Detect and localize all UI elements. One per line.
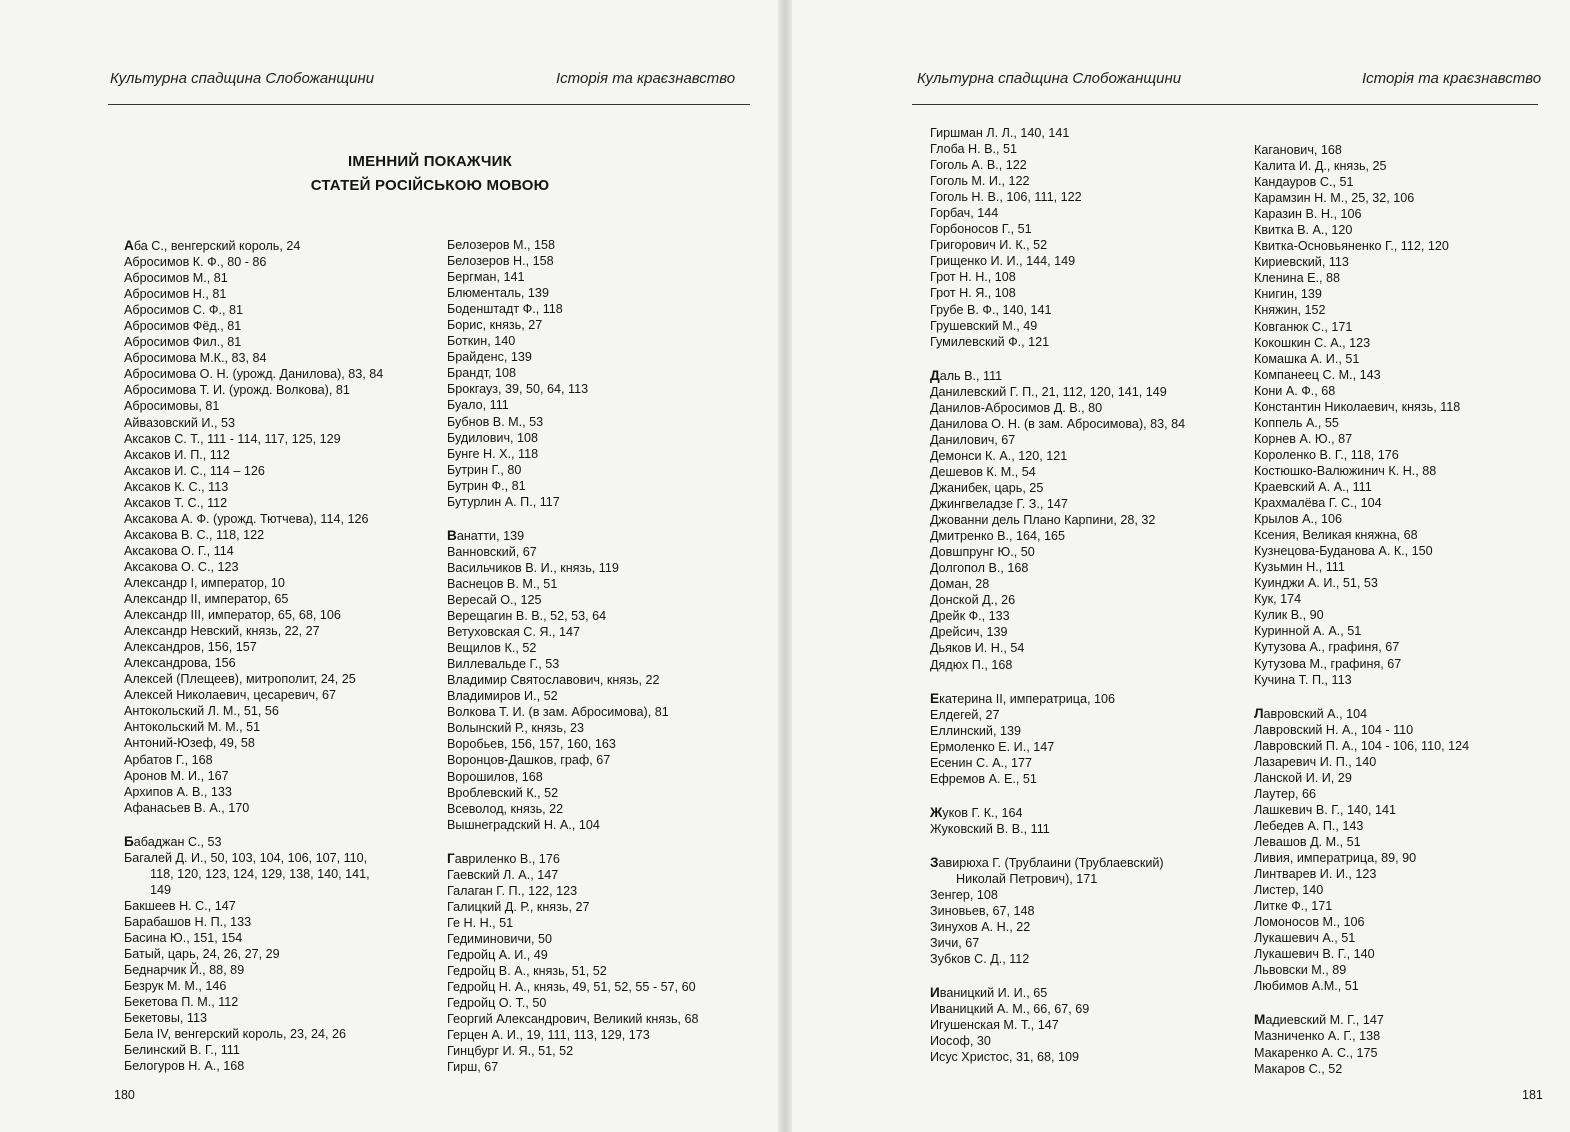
index-entry: Ванновский, 67: [447, 544, 537, 559]
index-entry: Кириевский, 113: [1254, 255, 1349, 270]
index-entry: Линтварев И. И., 123: [1254, 867, 1377, 882]
index-entry: Долгопол В., 168: [930, 561, 1029, 576]
index-entry: Гедройц В. А., князь, 51, 52: [447, 964, 607, 979]
index-entry: Джованни дель Плано Карпини, 28, 32: [930, 513, 1156, 528]
index-entry: Довшпрунг Ю., 50: [930, 545, 1035, 560]
letter-group-gap: [930, 787, 1245, 805]
index-entry: Гедройц Н. А., князь, 49, 51, 52, 55 - 57, 60: [447, 980, 696, 995]
index-entry: Александров, 156, 157: [124, 640, 257, 655]
index-entry: Кокошкин С. А., 123: [1254, 335, 1371, 350]
index-entry: Дрейсич, 139: [930, 625, 1008, 640]
index-entry: Ветуховская С. Я., 147: [447, 625, 581, 640]
index-entry: Вышнеградский Н. А., 104: [447, 817, 600, 832]
index-entry: Куринной А. А., 51: [1254, 624, 1362, 639]
right-header-rule: [912, 104, 1538, 105]
index-entry: Кандауров С., 51: [1254, 175, 1354, 190]
index-entry: Лавровский А., 104: [1254, 705, 1368, 721]
index-entry: Галаган Г. П., 122, 123: [447, 883, 578, 898]
index-entry: Будилович, 108: [447, 430, 539, 445]
index-entry: Аксакова А. Ф. (урожд. Тютчева), 114, 126: [124, 511, 369, 526]
index-entry: Данилевский Г. П., 21, 112, 120, 141, 149: [930, 384, 1167, 399]
index-entry: Белозеров Н., 158: [447, 254, 554, 269]
index-entry: Афанасьев В. А., 170: [124, 800, 250, 815]
index-entry: Гумилевский Ф., 121: [930, 334, 1050, 349]
index-entry: Бунге Н. Х., 118: [447, 446, 539, 461]
index-entry: Гиршман Л. Л., 140, 141: [930, 126, 1070, 140]
right-running-section: Історія та краєзнавство: [1362, 70, 1542, 87]
index-title-line2: СТАТЕЙ РОСІЙСЬКОЮ МОВОЮ: [310, 177, 550, 194]
index-entry: Аксаков С. Т., 111 - 114, 117, 125, 129: [124, 431, 341, 446]
index-entry: Мадиевский М. Г., 147: [1254, 1012, 1384, 1028]
index-entry: Кленина Е., 88: [1254, 271, 1341, 286]
index-entry: Абросимовы, 81: [124, 399, 220, 414]
index-entry: Аронов М. И., 167: [124, 768, 229, 783]
index-entry: Княжин, 152: [1254, 303, 1326, 318]
left-running-title: Культурна спадщина Слобожанщини: [110, 70, 375, 87]
index-entry: Константин Николаевич, князь, 118: [1254, 399, 1461, 414]
index-entry: Брайденс, 139: [447, 350, 532, 365]
index-entry: Борис, князь, 27: [447, 318, 543, 333]
index-entry: Бутрин Г., 80: [447, 462, 522, 477]
index-entry: Данилович, 67: [930, 432, 1016, 447]
index-entry: Алексей Николаевич, цесаревич, 67: [124, 688, 337, 703]
index-entry: Абросимова Т. И. (урожд. Волкова), 81: [124, 383, 350, 398]
index-entry: Лукашевич В. Г., 140: [1254, 947, 1375, 962]
index-entry: Глоба Н. В., 51: [930, 142, 1018, 157]
index-entry: Лавровский Н. А., 104 - 110: [1254, 722, 1414, 737]
index-entry: Арбатов Г., 168: [124, 752, 213, 767]
index-entry: Каразин В. Н., 106: [1254, 207, 1362, 222]
index-entry: Корнев А. Ю., 87: [1254, 431, 1353, 446]
index-entry: Всеволод, князь, 22: [447, 801, 564, 816]
index-entry: Еллинский, 139: [930, 723, 1021, 738]
index-entry: Дьяков И. Н., 54: [930, 641, 1025, 656]
index-entry: Волынский Р., князь, 23: [447, 721, 584, 736]
index-entry: Антокольский М. М., 51: [124, 720, 261, 735]
index-entry: Зенгер, 108: [930, 888, 998, 903]
index-entry: Зичи, 67: [930, 936, 980, 951]
index-entry: Антоний-Юзеф, 49, 58: [124, 736, 255, 751]
index-column-4: [1254, 142, 1564, 1077]
index-entry: Иософ, 30: [930, 1034, 991, 1049]
index-entry: Джингвеладзе Г. З., 147: [930, 497, 1068, 512]
index-entry: Бела IV, венгерский король, 23, 24, 26: [124, 1027, 346, 1042]
index-entry: Гавриленко В., 176: [447, 850, 560, 866]
index-entry: Гедройц О. Т., 50: [447, 996, 547, 1011]
index-entry: Костюшко-Валюжинич К. Н., 88: [1254, 463, 1437, 478]
index-entry: Даль В., 111: [930, 367, 1003, 383]
index-entry: Ванатти, 139: [447, 527, 525, 543]
index-entry: Николай Петрович), 171: [956, 871, 1098, 886]
index-entry: Абросимов Фил., 81: [124, 335, 242, 350]
index-entry: Бекетовы, 113: [124, 1011, 207, 1026]
index-entry: Квитка В. А., 120: [1254, 223, 1353, 238]
index-entry: Мазниченко А. Г., 138: [1254, 1029, 1381, 1044]
index-entry: Комашка А. И., 51: [1254, 351, 1360, 366]
letter-group-gap: [447, 833, 767, 851]
index-entry: Аба С., венгерский король, 24: [124, 238, 301, 253]
index-entry: Кук, 174: [1254, 592, 1302, 607]
index-entry: Абросимов К. Ф., 80 - 86: [124, 255, 267, 270]
index-entry: Игушенская М. Т., 147: [930, 1018, 1059, 1033]
index-entry: Галицкий Д. Р., князь, 27: [447, 899, 590, 914]
index-entry: Джанибек, царь, 25: [930, 480, 1044, 495]
letter-group-gap: [930, 350, 1245, 368]
index-entry: Лаутер, 66: [1254, 786, 1317, 801]
index-entry: Волкова Т. И. (в зам. Абросимова), 81: [447, 705, 669, 720]
index-entry: Абросимова М.К., 83, 84: [124, 351, 267, 366]
index-entry: Блюменталь, 139: [447, 286, 549, 301]
index-entry: Данилова О. Н. (в зам. Абросимова), 83, 84: [930, 416, 1186, 431]
index-entry: Вроблевский К., 52: [447, 785, 559, 800]
index-entry: Ворошилов, 168: [447, 769, 543, 784]
index-entry: Ксения, Великая княжна, 68: [1254, 528, 1418, 543]
index-column-2: [447, 237, 767, 1075]
index-entry: Грищенко И. И., 144, 149: [930, 254, 1076, 269]
index-entry: Компанеец С. М., 143: [1254, 367, 1381, 382]
index-entry: Донской Д., 26: [930, 593, 1016, 608]
index-entry: Брокгауз, 39, 50, 64, 113: [447, 382, 589, 397]
index-entry: Карамзин Н. М., 25, 32, 106: [1254, 191, 1415, 206]
letter-group-gap: [930, 837, 1245, 855]
index-entry: Макаров С., 52: [1254, 1061, 1343, 1076]
index-entry: Квитка-Основьяненко Г., 112, 120: [1254, 239, 1449, 254]
index-entry: Завирюха Г. (Трублаини (Трублаевский): [930, 854, 1164, 870]
index-entry: Бутурлин А. П., 117: [447, 494, 560, 509]
index-entry: Каганович, 168: [1254, 143, 1342, 157]
index-entry: Безрук М. М., 146: [124, 979, 227, 994]
index-entry: Буало, 111: [447, 398, 509, 413]
right-page: [792, 0, 1570, 1132]
index-entry: Александр III, император, 65, 68, 106: [124, 608, 341, 623]
index-entry: Аксаков К. С., 113: [124, 479, 229, 494]
index-entry: Дрейк Ф., 133: [930, 609, 1010, 624]
index-entry: Боткин, 140: [447, 334, 516, 349]
index-entry: Воробьев, 156, 157, 160, 163: [447, 737, 616, 752]
index-entry: Ланской И. И, 29: [1254, 770, 1352, 785]
index-entry: Бубнов В. М., 53: [447, 414, 544, 429]
letter-group-gap: [1254, 688, 1564, 706]
index-entry: Гаевский Л. А., 147: [447, 867, 559, 882]
index-title-line1: ІМЕННИЙ ПОКАЖЧИК: [348, 153, 512, 170]
index-entry: Зубков С. Д., 112: [930, 952, 1030, 967]
index-entry: Виллевальде Г., 53: [447, 657, 560, 672]
index-entry: Левашов Д. М., 51: [1254, 834, 1361, 849]
index-entry: Георгий Александрович, Великий князь, 68: [447, 1012, 699, 1027]
index-entry: Грубе В. Ф., 140, 141: [930, 302, 1052, 317]
index-entry: Грот Н. Н., 108: [930, 270, 1016, 285]
index-entry: Короленко В. Г., 118, 176: [1254, 447, 1399, 462]
index-entry: Ковганюк С., 171: [1254, 319, 1353, 334]
index-entry: Лашкевич В. Г., 140, 141: [1254, 802, 1397, 817]
index-entry: Лазаревич И. П., 140: [1254, 754, 1377, 769]
index-entry: Гоголь М. И., 122: [930, 174, 1030, 189]
index-entry: Аксакова О. Г., 114: [124, 543, 234, 558]
bleed-through-text: [802, 120, 922, 1070]
index-entry: Архипов А. В., 133: [124, 784, 232, 799]
index-entry: Бекетова П. М., 112: [124, 995, 239, 1010]
index-entry: Батый, царь, 24, 26, 27, 29: [124, 947, 280, 962]
index-entry: Демонси К. А., 120, 121: [930, 448, 1068, 463]
index-entry: Жуковский В. В., 111: [930, 821, 1050, 836]
index-entry: Айвазовский И., 53: [124, 415, 235, 430]
index-entry: Гоголь Н. В., 106, 111, 122: [930, 190, 1082, 205]
index-entry: Кузнецова-Буданова А. К., 150: [1254, 544, 1433, 559]
index-entry: Горбоносов Г., 51: [930, 222, 1032, 237]
left-header-rule: [108, 104, 750, 105]
index-entry: Вересай О., 125: [447, 592, 542, 607]
index-entry: Екатерина II, императрица, 106: [930, 690, 1115, 706]
right-running-title: Культурна спадщина Слобожанщини: [917, 70, 1182, 87]
index-entry: Барабашов Н. П., 133: [124, 914, 252, 929]
index-entry: Грушевский М., 49: [930, 318, 1038, 333]
index-entry: Елдегей, 27: [930, 707, 1000, 722]
index-entry: Горбач, 144: [930, 206, 999, 221]
index-entry: Аксаков И. П., 112: [124, 447, 230, 462]
letter-group-gap: [1254, 994, 1564, 1012]
index-entry: Боденштадт Ф., 118: [447, 302, 563, 317]
index-entry: Данилов-Абросимов Д. В., 80: [930, 400, 1103, 415]
index-entry: Григорович И. К., 52: [930, 238, 1048, 253]
index-entry: Коппель А., 55: [1254, 415, 1339, 430]
index-entry: Абросимов Фёд., 81: [124, 319, 242, 334]
index-entry: Верещагин В. В., 52, 53, 64: [447, 609, 607, 624]
letter-group-gap: [124, 816, 440, 834]
index-entry: Львовски М., 89: [1254, 963, 1347, 978]
index-entry: Вещилов К., 52: [447, 641, 537, 656]
index-entry: Алексей (Плещеев), митрополит, 24, 25: [124, 672, 356, 687]
index-entry: Кузьмин Н., 111: [1254, 560, 1345, 575]
index-title: [290, 150, 570, 198]
page-number-right: 181: [1522, 1088, 1543, 1102]
index-column-1: [124, 238, 440, 1074]
index-entry: Аксакова О. С., 123: [124, 559, 239, 574]
index-entry: Бергман, 141: [447, 270, 525, 285]
index-entry: Антокольский Л. М., 51, 56: [124, 704, 279, 719]
index-entry: Аксакова В. С., 118, 122: [124, 527, 265, 542]
index-entry: Грот Н. Я., 108: [930, 286, 1016, 301]
index-entry: Гедройц А. И., 49: [447, 947, 548, 962]
index-entry: Доман, 28: [930, 577, 990, 592]
book-gutter: [778, 0, 792, 1132]
index-entry: Куинджи А. И., 51, 53: [1254, 576, 1378, 591]
index-entry: Кулик В., 90: [1254, 608, 1324, 623]
index-entry: Макаренко А. С., 175: [1254, 1045, 1378, 1060]
index-entry: Аксаков И. С., 114 – 126: [124, 463, 265, 478]
index-entry: Гирш, 67: [447, 1060, 499, 1075]
index-entry: Ефремов А. Е., 51: [930, 771, 1037, 786]
index-entry: Гинцбург И. Я., 51, 52: [447, 1044, 574, 1059]
index-entry: Аксаков Т. С., 112: [124, 495, 228, 510]
index-entry: Александр Невский, князь, 22, 27: [124, 624, 320, 639]
index-entry: Васильчиков В. И., князь, 119: [447, 560, 619, 575]
index-entry: Литке Ф., 171: [1254, 899, 1333, 914]
index-entry: Белозеров М., 158: [447, 238, 556, 252]
index-entry: Абросимов Н., 81: [124, 287, 227, 302]
index-entry: Кучина Т. П., 113: [1254, 672, 1352, 687]
index-entry: Краевский А. А., 111: [1254, 479, 1372, 494]
index-entry: Бутрин Ф., 81: [447, 478, 526, 493]
index-entry: Бабаджан С., 53: [124, 833, 222, 849]
index-entry: Ге Н. Н., 51: [447, 915, 514, 930]
index-entry: Владимиров И., 52: [447, 689, 558, 704]
index-entry: Иваницкий А. М., 66, 67, 69: [930, 1002, 1090, 1017]
index-entry: Иваницкий И. И., 65: [930, 985, 1048, 1001]
index-entry: Кутузова М., графиня, 67: [1254, 656, 1402, 671]
index-entry: 149: [150, 882, 172, 897]
index-entry: Владимир Святославович, князь, 22: [447, 673, 660, 688]
letter-group-gap: [930, 673, 1245, 691]
index-entry: Ломоносов М., 106: [1254, 915, 1365, 930]
index-entry: Александр I, император, 10: [124, 575, 285, 590]
index-entry: Листер, 140: [1254, 883, 1324, 898]
letter-group-gap: [930, 967, 1245, 985]
index-entry: Ермоленко Е. И., 147: [930, 739, 1055, 754]
index-entry: Дядюх П., 168: [930, 657, 1013, 672]
index-entry: Александр II, император, 65: [124, 592, 289, 607]
index-entry: Александрова, 156: [124, 656, 236, 671]
index-entry: Васнецов В. М., 51: [447, 576, 558, 591]
index-entry: Белинский В. Г., 111: [124, 1043, 240, 1058]
index-entry: Кони А. Ф., 68: [1254, 383, 1336, 398]
index-entry: Исус Христос, 31, 68, 109: [930, 1050, 1079, 1065]
letter-group-gap: [447, 510, 767, 528]
index-entry: Багалей Д. И., 50, 103, 104, 106, 107, 110,: [124, 850, 368, 865]
index-entry: Калита И. Д., князь, 25: [1254, 159, 1387, 174]
index-entry: Есенин С. А., 177: [930, 755, 1033, 770]
index-column-3: [930, 125, 1245, 1065]
page-number-left: 180: [114, 1088, 135, 1102]
left-running-section: Історія та краєзнавство: [556, 70, 736, 87]
index-entry: Любимов А.М., 51: [1254, 979, 1359, 994]
index-entry: Гоголь А. В., 122: [930, 158, 1027, 173]
index-entry: Бакшеев Н. С., 147: [124, 898, 236, 913]
index-entry: Беднарчик Й., 88, 89: [124, 963, 245, 978]
index-entry: Абросимов С. Ф., 81: [124, 303, 243, 318]
index-entry: Крылов А., 106: [1254, 512, 1342, 527]
index-entry: Гедиминовичи, 50: [447, 931, 553, 946]
index-entry: Дешевов К. М., 54: [930, 464, 1036, 479]
index-entry: Зиновьев, 67, 148: [930, 904, 1035, 919]
index-entry: Жуков Г. К., 164: [930, 804, 1023, 820]
index-entry: Зинухов А. Н., 22: [930, 920, 1031, 935]
index-entry: 118, 120, 123, 124, 129, 138, 140, 141,: [150, 866, 370, 881]
left-page: [0, 0, 778, 1132]
index-entry: Абросимов М., 81: [124, 271, 228, 286]
index-entry: Абросимова О. Н. (урожд. Данилова), 83, 84: [124, 367, 384, 382]
index-entry: Лавровский П. А., 104 - 106, 110, 124: [1254, 738, 1470, 753]
index-entry: Герцен А. И., 19, 111, 113, 129, 173: [447, 1028, 650, 1043]
index-entry: Ливия, императрица, 89, 90: [1254, 851, 1417, 866]
index-entry: Дмитренко В., 164, 165: [930, 529, 1066, 544]
index-entry: Крахмалёва Г. С., 104: [1254, 496, 1382, 511]
index-entry: Лебедев А. П., 143: [1254, 818, 1364, 833]
index-entry: Книгин, 139: [1254, 287, 1322, 302]
index-entry: Воронцов-Дашков, граф, 67: [447, 753, 611, 768]
index-entry: Лукашевич А., 51: [1254, 931, 1356, 946]
index-entry: Белогуров Н. А., 168: [124, 1059, 245, 1074]
index-entry: Кутузова А., графиня, 67: [1254, 640, 1400, 655]
index-entry: Брандт, 108: [447, 366, 516, 381]
index-entry: Басина Ю., 151, 154: [124, 930, 243, 945]
